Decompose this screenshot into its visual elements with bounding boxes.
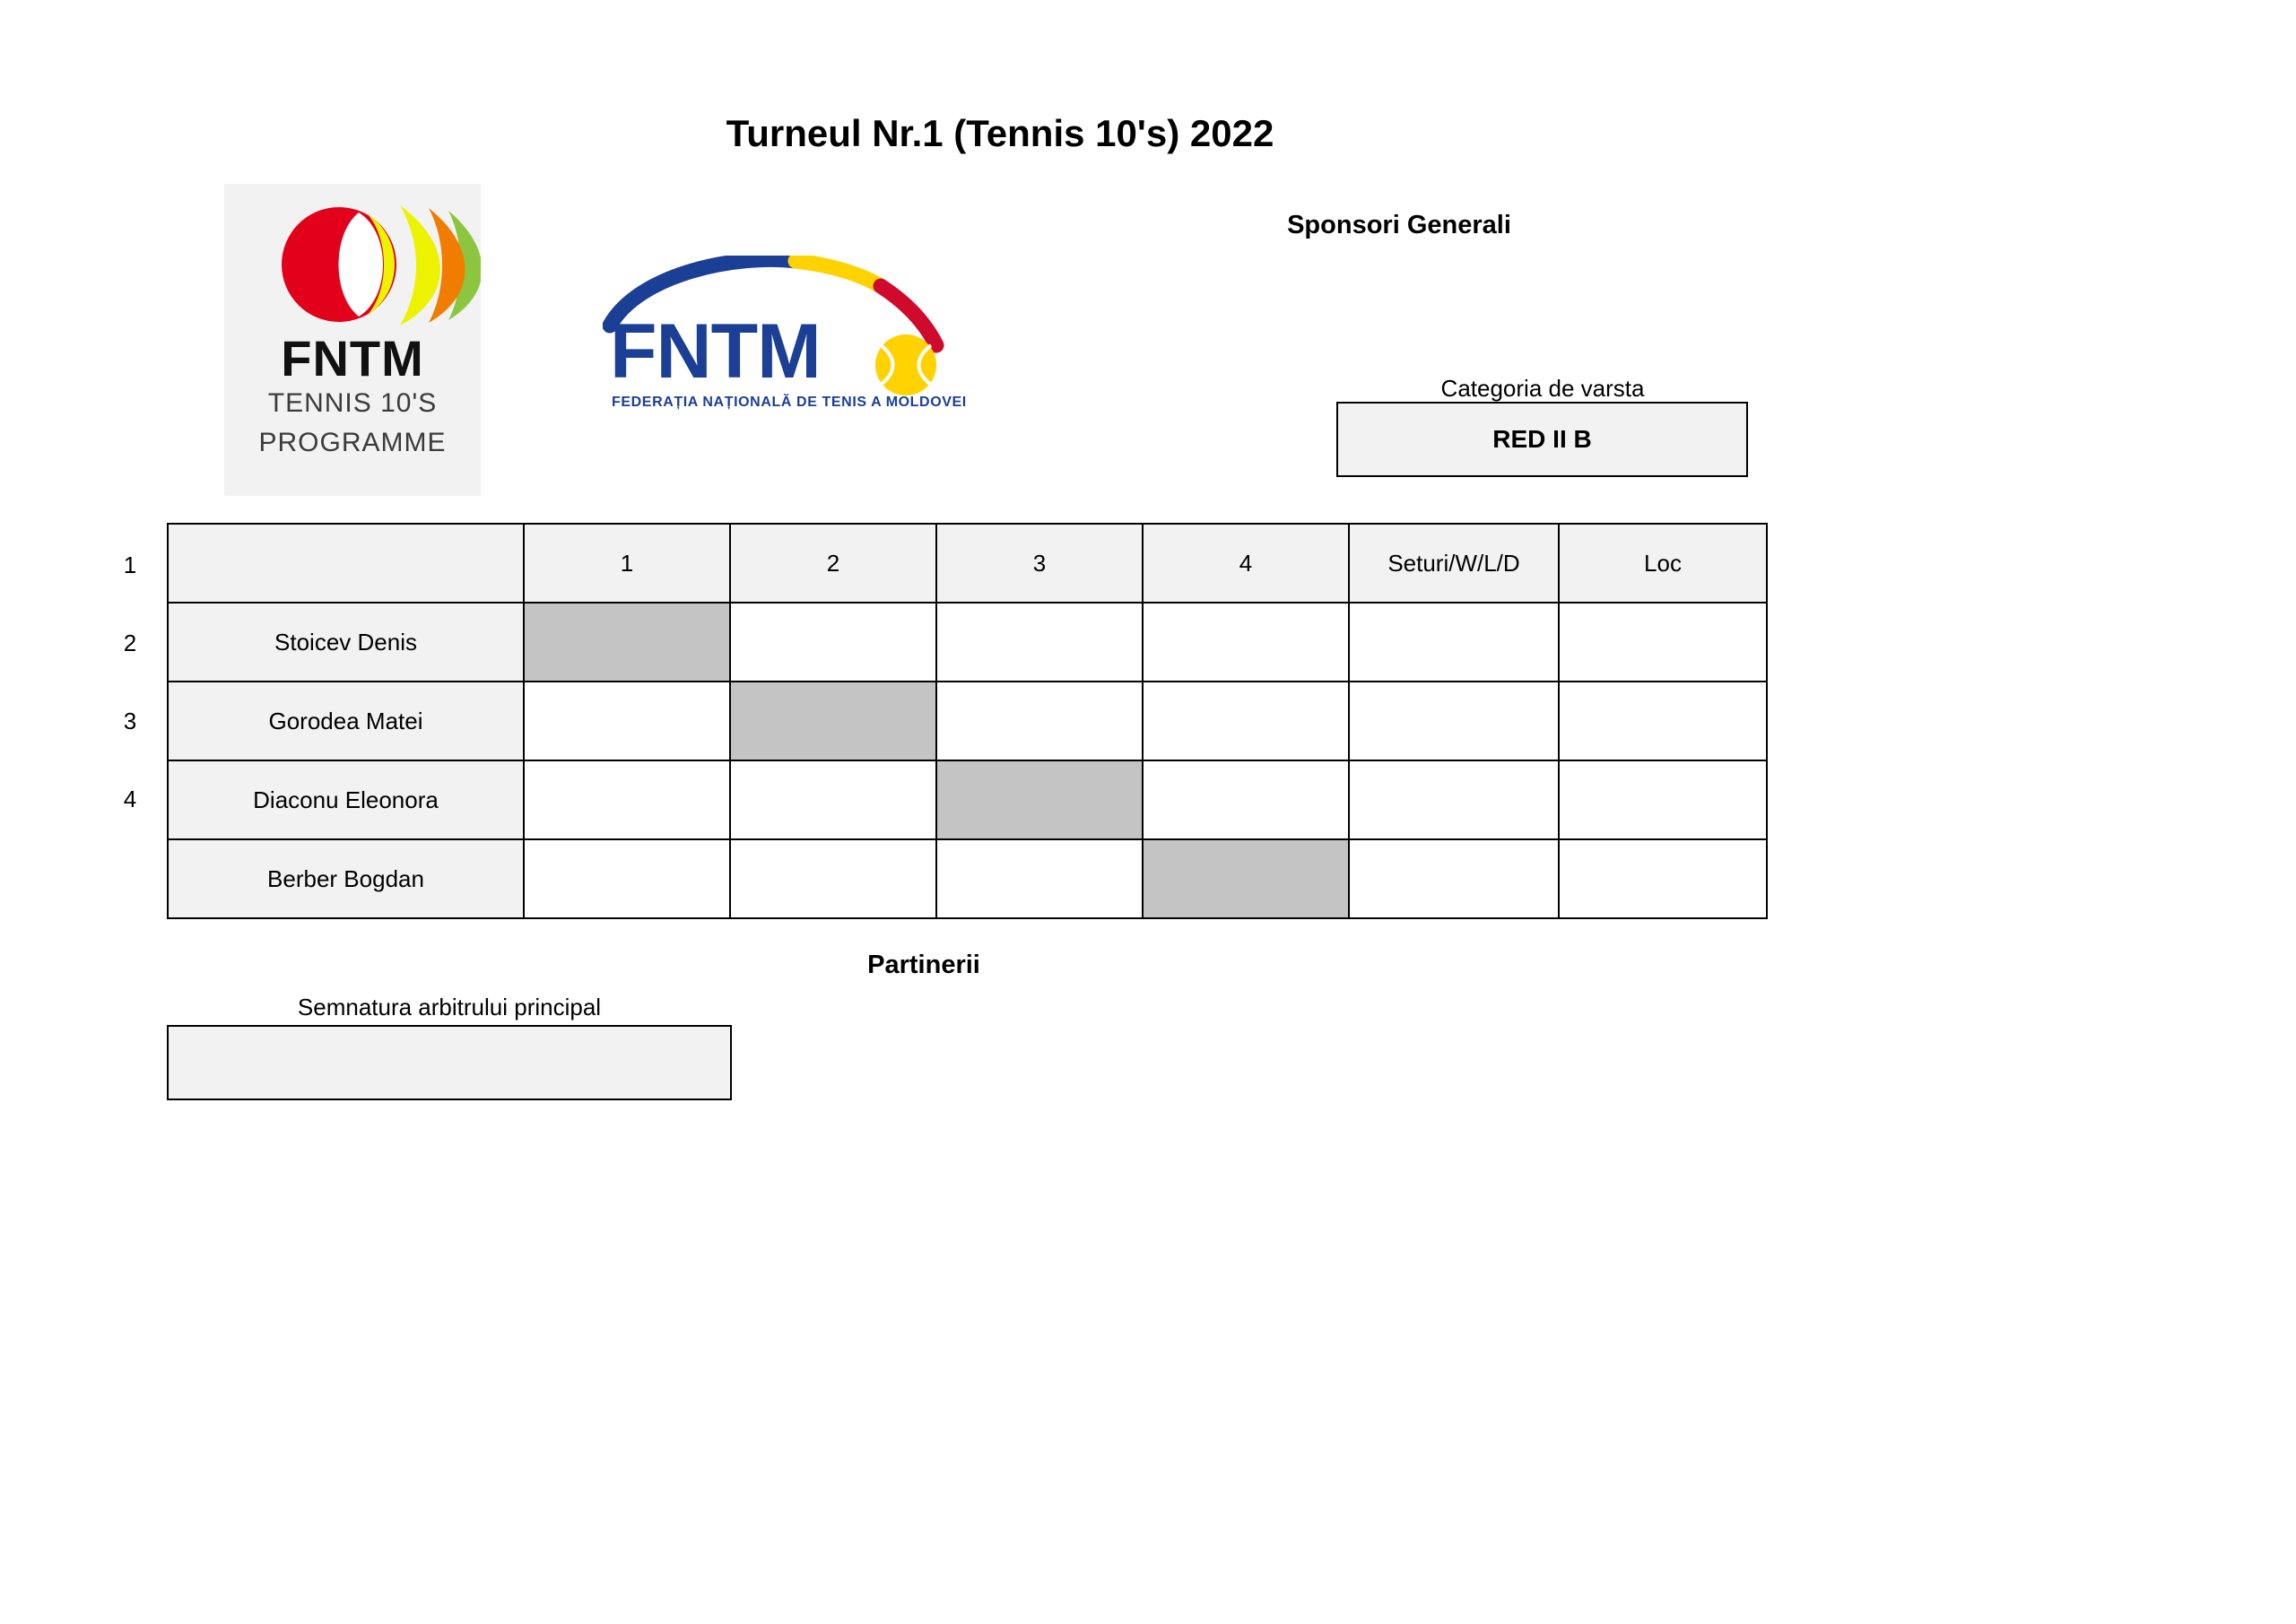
match-cell-2-3[interactable] [936,682,1143,760]
player-name-2: Gorodea Matei [168,682,524,760]
row-index-4: 4 [123,786,137,812]
signature-label: Semnatura arbitrului principal [297,994,602,1020]
match-cell-1-4[interactable] [1143,603,1349,682]
header-col-3: 3 [936,524,1143,603]
category-value-text: RED II B [1492,425,1592,453]
match-cell-4-1[interactable] [524,839,730,918]
category-value-box[interactable] [1336,402,1748,477]
round-robin-table [167,523,1768,919]
match-cell-1-1 [524,603,730,682]
header-col-1: 1 [524,524,730,603]
fntm-federation-logo [603,256,979,444]
header-col-4: 4 [1143,524,1349,603]
logo-line3-text: PROGRAMME [258,428,447,457]
table-row [168,682,1767,760]
category-label: Categoria de varsta [1440,375,1645,402]
match-cell-2-4[interactable] [1143,682,1349,760]
sponsors-heading: Sponsori Generali [1287,211,1511,239]
signature-box[interactable] [167,1025,732,1100]
logo-name-text: FNTM [281,330,424,386]
logo-marks-icon [224,195,481,329]
place-cell-2[interactable] [1559,682,1767,760]
header-place: Loc [1559,524,1767,603]
match-cell-3-3 [936,760,1143,839]
federation-subtitle-text: FEDERAȚIA NAȚIONALĂ DE TENIS A MOLDOVEI [612,395,967,410]
match-cell-1-2[interactable] [730,603,936,682]
match-cell-2-1[interactable] [524,682,730,760]
fntm-tennis10s-logo [224,184,481,496]
place-cell-3[interactable] [1559,760,1767,839]
sets-cell-2[interactable] [1349,682,1559,760]
row-index-3: 3 [123,708,137,734]
sets-cell-1[interactable] [1349,603,1559,682]
match-cell-2-2 [730,682,936,760]
federation-name-text: FNTM [610,308,821,395]
row-index-1: 1 [123,551,137,578]
table-row [168,603,1767,682]
place-cell-1[interactable] [1559,603,1767,682]
match-cell-3-4[interactable] [1143,760,1349,839]
logo-line2-text: TENNIS 10'S [267,388,438,418]
partners-heading: Partinerii [867,951,980,979]
row-index-2: 2 [123,630,137,656]
player-name-3: Diaconu Eleonora [168,760,524,839]
match-cell-4-2[interactable] [730,839,936,918]
tennis-ball-icon [872,331,940,399]
table-header-row [168,524,1767,603]
header-col-2: 2 [730,524,936,603]
table-row [168,839,1767,918]
sets-cell-4[interactable] [1349,839,1559,918]
header-player [168,524,524,603]
page-title: Turneul Nr.1 (Tennis 10's) 2022 [726,112,1274,154]
table-row [168,760,1767,839]
match-cell-4-3[interactable] [936,839,1143,918]
player-name-1: Stoicev Denis [168,603,524,682]
sets-cell-3[interactable] [1349,760,1559,839]
match-cell-3-1[interactable] [524,760,730,839]
match-cell-3-2[interactable] [730,760,936,839]
match-cell-1-3[interactable] [936,603,1143,682]
player-name-4: Berber Bogdan [168,839,524,918]
match-cell-4-4 [1143,839,1349,918]
header-sets: Seturi/W/L/D [1349,524,1559,603]
place-cell-4[interactable] [1559,839,1767,918]
